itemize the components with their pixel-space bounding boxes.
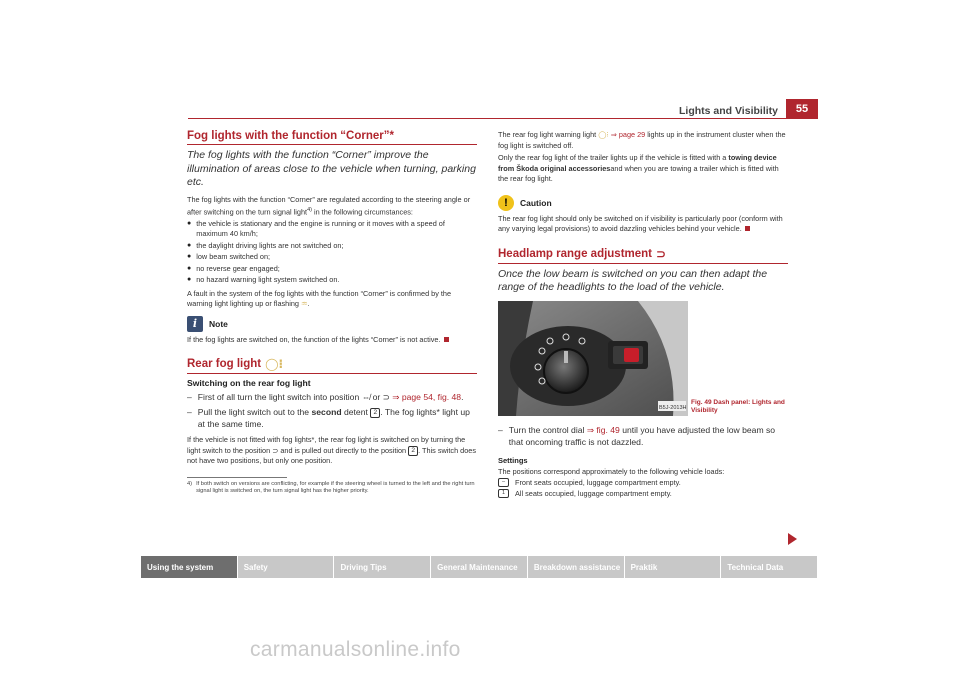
low-beam-icon: ⊃	[272, 445, 279, 455]
next-page-arrow-icon[interactable]	[788, 533, 797, 545]
footnote: 4) If both switch on versions are conflicting, for example if the steering wheel is turned to the left and the right turn signal light is switched on, the turn signal light has the higher priority.	[187, 480, 475, 495]
headlamp-range-icon: ⊃	[656, 246, 667, 261]
figure-caption: Fig. 49 Dash panel: Lights and Visibility	[691, 398, 785, 414]
section-intro: The fog lights with the function “Corner” improve the illumination of areas close to the vehicle when turning, parking etc.	[187, 149, 476, 188]
left-column	[187, 130, 477, 496]
footnote-ref: 4)	[307, 207, 312, 213]
tab-using-the-system[interactable]: Using the system	[141, 556, 238, 578]
position-badge: 2	[370, 408, 380, 418]
tab-general-maintenance[interactable]: General Maintenance	[431, 556, 528, 578]
fog-light-icon: ♒	[301, 299, 308, 309]
paragraph: The fog lights with the function “Corner” are regulated according to the steering angle or after switching on the turn signal light$^{4)}$ in the following circumstances:	[187, 194, 471, 217]
cross-reference-link[interactable]: ⇒ fig. 49	[586, 424, 620, 435]
subheading: Settings	[498, 455, 528, 465]
parking-light-icon: ⇎	[361, 392, 371, 403]
tab-praktik[interactable]: Praktik	[625, 556, 722, 578]
paragraph: The positions correspond approximately to the following vehicle loads:	[498, 466, 725, 476]
rear-fog-light-icon: ◯⁝	[265, 357, 284, 372]
instruction-step: – Turn the control dial ⇒ fig. 49 until you have adjusted the low beam so that oncoming traffic is not dazzled.	[498, 424, 776, 447]
position-badge: 2	[408, 446, 418, 456]
right-column	[498, 130, 788, 499]
list-item: ● the vehicle is stationary and the engine is running or it moves with a speed of maximum 40 km/h;	[187, 218, 445, 239]
instruction-step: – First of all turn the light switch into position ⇎ or ⊃ ⇒ page 54, fig. 48.	[187, 392, 464, 403]
page-number: 55	[786, 99, 818, 119]
caution-box: ! Caution The rear fog light should only be switched on if visibility is particularly poor (conform with any varying legal provisions) to avoid dazzling vehicles behind your vehicle.	[498, 196, 783, 233]
tab-safety[interactable]: Safety	[238, 556, 335, 578]
cross-reference-link[interactable]: ⇒ page 54, fig. 48	[392, 392, 462, 403]
rear-fog-warning-icon: ◯⁝	[598, 130, 609, 139]
legend-item: 1 All seats occupied, luggage compartment empty.	[498, 488, 788, 499]
list-item: ● no reverse gear engaged;	[187, 263, 280, 273]
section-title-rear-fog: Rear fog light ◯⁝	[187, 357, 477, 374]
list-item: ● low beam switched on;	[187, 252, 271, 262]
subheading: Switching on the rear fog light	[187, 378, 311, 389]
info-icon: i	[187, 316, 203, 332]
tab-breakdown-assistance[interactable]: Breakdown assistance	[528, 556, 625, 578]
dash-panel-photo	[498, 301, 688, 416]
section-intro: Once the low beam is switched on you can then adapt the range of the headlights to the load of the vehicle.	[498, 267, 768, 293]
position-badge: –	[498, 478, 509, 487]
note-box: i Note If the fog lights are switched on, the function of the lights “Corner” is not active.	[187, 316, 477, 346]
paragraph: If the vehicle is not fitted with fog lights*, the rear fog light is switched on by turning the light switch to the position ⊃ and is pulled out directly to the position 2 . This switch does not have two positions, but only one position.	[187, 435, 476, 466]
section-title-fog-corner: Fog lights with the function “Corner”*	[187, 130, 477, 145]
position-badge: 1	[498, 489, 509, 498]
dash-panel-drawing	[498, 301, 688, 416]
tab-technical-data[interactable]: Technical Data	[721, 556, 818, 578]
footnote-rule	[187, 477, 287, 478]
header-rule	[188, 118, 818, 119]
watermark: carmanualsonline.info	[250, 638, 461, 661]
tab-driving-tips[interactable]: Driving Tips	[334, 556, 431, 578]
running-header: Lights and Visibility	[679, 105, 778, 117]
end-marker	[745, 226, 750, 231]
chapter-nav	[141, 556, 818, 578]
instruction-step: – Pull the light switch out to the second detent 2 . The fog lights* light up at the same time.	[187, 407, 470, 430]
list-item: ● the daylight driving lights are not switched on;	[187, 240, 344, 250]
section-title-headlamp-range: Headlamp range adjustment ⊃	[498, 247, 788, 264]
paragraph: The rear fog light warning light ◯⁝ ⇒ page 29 lights up in the instrument cluster when the fog light is switched off.	[498, 130, 786, 150]
list-item: ● no hazard warning light system switched on.	[187, 275, 340, 285]
paragraph: Only the rear fog light of the trailer lights up if the vehicle is fitted with a towing device from Škoda original accessoriesand when you are towing a trailer which is fitted with the rear fog light.	[498, 153, 779, 183]
figure	[498, 301, 788, 416]
end-marker	[444, 337, 449, 342]
legend-item: – Front seats occupied, luggage compartment empty.	[498, 477, 788, 488]
warning-icon: !	[498, 195, 514, 211]
figure-code: B5J-2013H	[659, 404, 687, 411]
paragraph: A fault in the system of the fog lights with the function “Corner” is confirmed by the warning light lighting up or flashing ♒.	[187, 288, 452, 309]
cross-reference-link[interactable]: ⇒ page 29	[610, 130, 646, 139]
low-beam-icon: ⊃	[382, 392, 390, 403]
